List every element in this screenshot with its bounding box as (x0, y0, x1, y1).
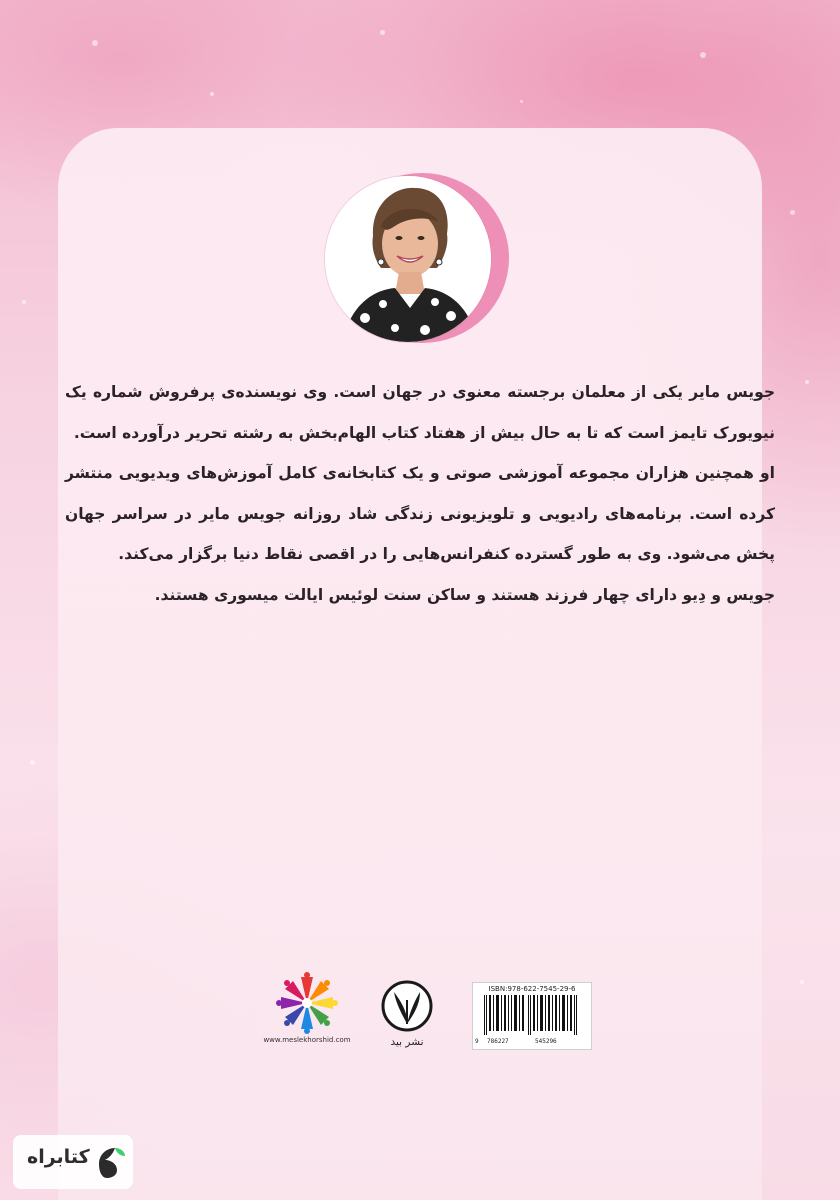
bio-paragraph: جویس و دِیو دارای چهار فرزند هستند و ساکن سنت لوئیس ایالت میسوری هستند. (154, 585, 775, 604)
leaf-circle-icon (380, 978, 434, 1034)
background-speck (800, 980, 804, 984)
bio-paragraph: جویس مایر یکی از معلمان برجسته معنوی در جهان است. وی نویسنده‌ی پرفروش شماره یک نیویورک تایمز است که تا به حال بیش از هفتاد کتاب الهام‌بخش به رشته تحریر درآورده است. (65, 383, 775, 442)
background-speck (22, 300, 26, 304)
background-speck (92, 40, 98, 46)
background-speck (700, 52, 706, 58)
background-speck (520, 100, 523, 103)
background-speck (380, 30, 385, 35)
bio-paragraph: او همچنین هزاران مجموعه آموزشی صوتی و یک کتابخانه‌ی کامل آموزش‌های ویدیویی منتشر کرده است. برنامه‌های رادیویی و تلویزیونی زندگی شاد روزانه جویس مایر در سراسر جهان پخش می‌شود. وی به طور گسترده کنفرانس‌هایی را در اقصی نقاط دنیا برگزار می‌کند. (65, 464, 775, 563)
barcode-digits-right: 545296 (535, 1038, 557, 1045)
colorful-people-burst-icon (276, 972, 338, 1034)
ketabrah-leaf-icon (95, 1144, 127, 1180)
author-photo (325, 176, 491, 342)
isbn-label: ISBN:978-622-7545-29-6 (488, 985, 576, 993)
author-photo-illustration (325, 176, 491, 342)
ketabrah-badge[interactable] (13, 1135, 133, 1189)
publisher-name: نشر بید (390, 1036, 424, 1048)
isbn-barcode (472, 982, 592, 1050)
background-speck (30, 760, 35, 765)
publisher-logo (380, 978, 434, 1034)
barcode-digit-lead: 9 (475, 1038, 479, 1045)
background-speck (790, 210, 795, 215)
ketabrah-wordmark: کتابراه (27, 1146, 90, 1168)
background-speck (805, 380, 809, 384)
background-speck (210, 92, 214, 96)
author-bio (65, 372, 775, 615)
partner-logo (276, 972, 338, 1034)
barcode-digits-left: 786227 (487, 1038, 509, 1045)
barcode-bars (478, 995, 586, 1035)
partner-url: www.meslekhorshid.com (263, 1036, 351, 1044)
author-portrait (325, 173, 511, 343)
